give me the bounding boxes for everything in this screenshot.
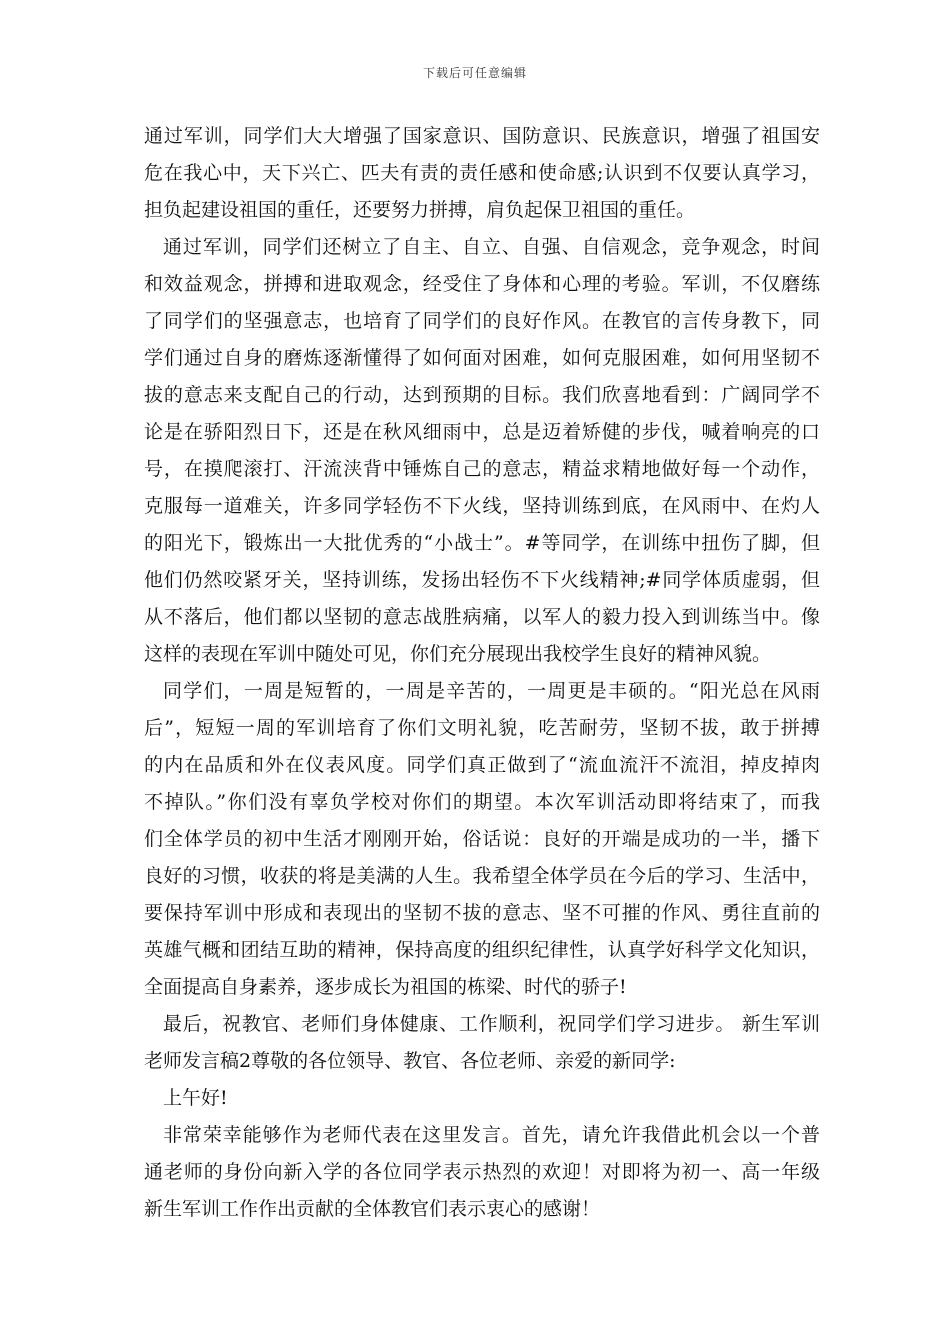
text-line: 号，在摸爬滚打、汗流浃背中锤炼自己的意志，精益求精地做好每一个动作， — [144, 458, 820, 480]
text-line: 老师发言稿2尊敬的各位领导、教官、各位老师、亲爱的新同学: — [144, 1050, 676, 1072]
text-line: 上午好! — [163, 1087, 228, 1109]
text-line: 最后，祝教官、老师们身体健康、工作顺利，祝同学们学习进步。 新生军训 — [163, 1013, 820, 1035]
text-line: 们全体学员的初中生活才刚刚开始，俗话说：良好的开端是成功的一半，播下 — [144, 828, 820, 850]
text-line: 危在我心中，天下兴亡、匹夫有责的责任感和使命感;认识到不仅要认真学习， — [144, 162, 820, 184]
text-line: 的内在品质和外在仪表风度。同学们真正做到了“流血流汗不流泪，掉皮掉肉 — [144, 754, 820, 776]
text-line: 从不落后，他们都以坚韧的意志战胜病痛，以军人的毅力投入到训练当中。像 — [144, 606, 820, 628]
text-line: 学们通过自身的磨炼逐渐懂得了如何面对困难，如何克服困难，如何用坚韧不 — [144, 347, 820, 369]
text-line: 克服每一道难关，许多同学轻伤不下火线，坚持训练到底，在风雨中、在灼人 — [144, 495, 820, 517]
text-line: 后”，短短一周的军训培育了你们文明礼貌，吃苦耐劳，坚韧不拔，敢于拼搏 — [144, 717, 820, 739]
text-line: 英雄气概和团结互助的精神，保持高度的组织纪律性，认真学好科学文化知识， — [144, 939, 820, 961]
text-line: 这样的表现在军训中随处可见，你们充分展现出我校学生良好的精神风貌。 — [144, 643, 772, 665]
text-line: 要保持军训中形成和表现出的坚韧不拔的意志、坚不可摧的作风、勇往直前的 — [144, 902, 820, 924]
text-line: 和效益观念，拼搏和进取观念，经受住了身体和心理的考验。军训，不仅磨练 — [144, 273, 820, 295]
text-line: 担负起建设祖国的重任，还要努力拼搏，肩负起保卫祖国的重任。 — [144, 199, 696, 221]
text-line: 他们仍然咬紧牙关，坚持训练，发扬出轻伤不下火线精神;#同学体质虚弱，但 — [144, 569, 820, 591]
page-header: 下载后可任意编辑 — [422, 66, 527, 80]
text-line: 论是在骄阳烈日下，还是在秋风细雨中，总是迈着矫健的步伐，喊着响亮的口 — [144, 421, 820, 443]
text-line: 通老师的身份向新入学的各位同学表示热烈的欢迎！对即将为初一、高一年级 — [144, 1161, 820, 1183]
text-line: 非常荣幸能够作为老师代表在这里发言。首先，请允许我借此机会以一个普 — [163, 1124, 820, 1146]
text-line: 的阳光下，锻炼出一大批优秀的“小战士”。#等同学，在训练中扭伤了脚，但 — [144, 532, 820, 554]
text-line: 拔的意志来支配自己的行动，达到预期的目标。我们欣喜地看到：广阔同学不 — [144, 384, 820, 406]
text-line: 全面提高自身素养，逐步成长为祖国的栋梁、时代的骄子! — [144, 976, 627, 998]
text-line: 通过军训，同学们还树立了自主、自立、自强、自信观念，竞争观念，时间 — [163, 236, 820, 258]
text-line: 新生军训工作作出贡献的全体教官们表示衷心的感谢！ — [144, 1198, 601, 1220]
text-line: 同学们，一周是短暂的，一周是辛苦的，一周更是丰硕的。“阳光总在风雨 — [163, 680, 820, 702]
text-line: 不掉队。”你们没有辜负学校对你们的期望。本次军训活动即将结束了，而我 — [144, 791, 820, 813]
text-line: 良好的习惯，收获的将是美满的人生。我希望全体学员在今后的学习、生活中， — [144, 865, 820, 887]
text-line: 通过军训，同学们大大增强了国家意识、国防意识、民族意识，增强了祖国安 — [144, 125, 820, 147]
text-line: 了同学们的坚强意志，也培育了同学们的良好作风。在教官的言传身教下，同 — [144, 310, 820, 332]
document-body — [144, 118, 820, 1228]
